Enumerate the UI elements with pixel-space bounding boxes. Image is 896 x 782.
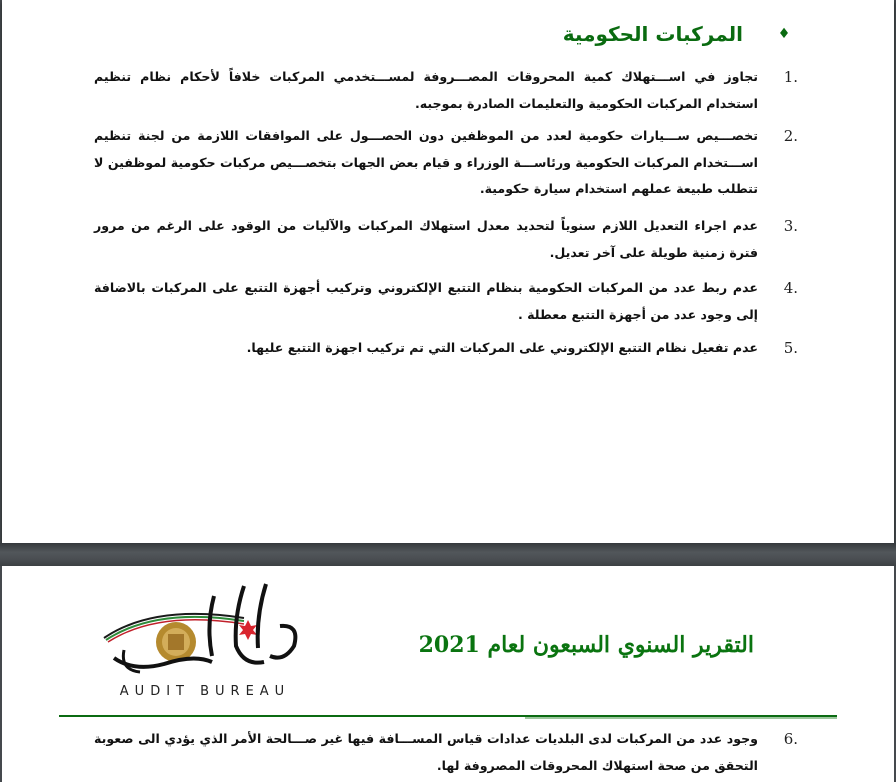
item-number: 1. [783,68,798,86]
diamond-bullet-icon: ♦ [777,26,791,42]
document-page-top [2,0,894,543]
item-text: تجاوز في اســـتهلاك كمية المحروقات المصـــروفة لمســـتخدمي المركبات خلافاً لأحكام نظام تنظيم استخدام المركبات الحكومية والتعليمات الصادرة بموجبه. [94,69,758,111]
list-item-1 [94,64,798,117]
list-item-5 [94,335,798,362]
item-text: تخصـــيص ســـيارات حكومية لعدد من الموظفين دون الحصـــول على الموافقات اللازمة من لجنة تنظيم اســـتخدام المركبات الحكومية ورئاســـة الوزراء و قيام بعض الجهات بتخصـــيص مركبات حكومية لموظفين لا تتطلب طبيعة عملهم استخدام سيارة حكومية. [94,128,758,196]
calligraphy-logo-icon [94,576,314,686]
item-text: وجود عدد من المركبات لدى البلديات عدادات قياس المســـافة فيها غير صـــالحة الأمر الذي يؤدي الى صعوبة التحقق من صحة استهلاك المحروقات المصروفة لها. [94,731,758,773]
item-text: عدم اجراء التعديل اللازم سنوياً لتحديد معدل استهلاك المركبات والآليات من الوقود على الرغم من مرور فترة زمنية طويلة على آخر تعديل. [94,218,758,260]
item-text: عدم ربط عدد من المركبات الحكومية بنظام التتبع الإلكتروني وتركيب أجهزة التتبع على المركبات بالاضافة إلى وجود عدد من أجهزة التتبع معطلة . [94,280,758,322]
audit-bureau-logo [94,576,314,701]
item-number: 3. [783,217,798,235]
list-item-4 [94,275,798,328]
item-text: عدم تفعيل نظام التتبع الإلكتروني على المركبات التي تم تركيب اجهزة التتبع عليها. [246,340,758,355]
page-separator [0,543,896,566]
section-heading [563,22,791,46]
list-item-2 [94,123,798,203]
item-number: 6. [783,730,798,748]
item-number: 4. [783,279,798,297]
document-page-bottom [2,566,894,782]
header-rule [59,714,837,718]
list-item-6 [94,726,798,779]
list-item-3 [94,213,798,266]
report-title: التقرير السنوي السبعون لعام 2021 [418,632,754,658]
item-number: 2. [783,127,798,145]
logo-text-en: AUDIT BUREAU [119,684,291,699]
item-number: 5. [783,339,798,357]
section-title: المركبات الحكومية [562,22,743,46]
